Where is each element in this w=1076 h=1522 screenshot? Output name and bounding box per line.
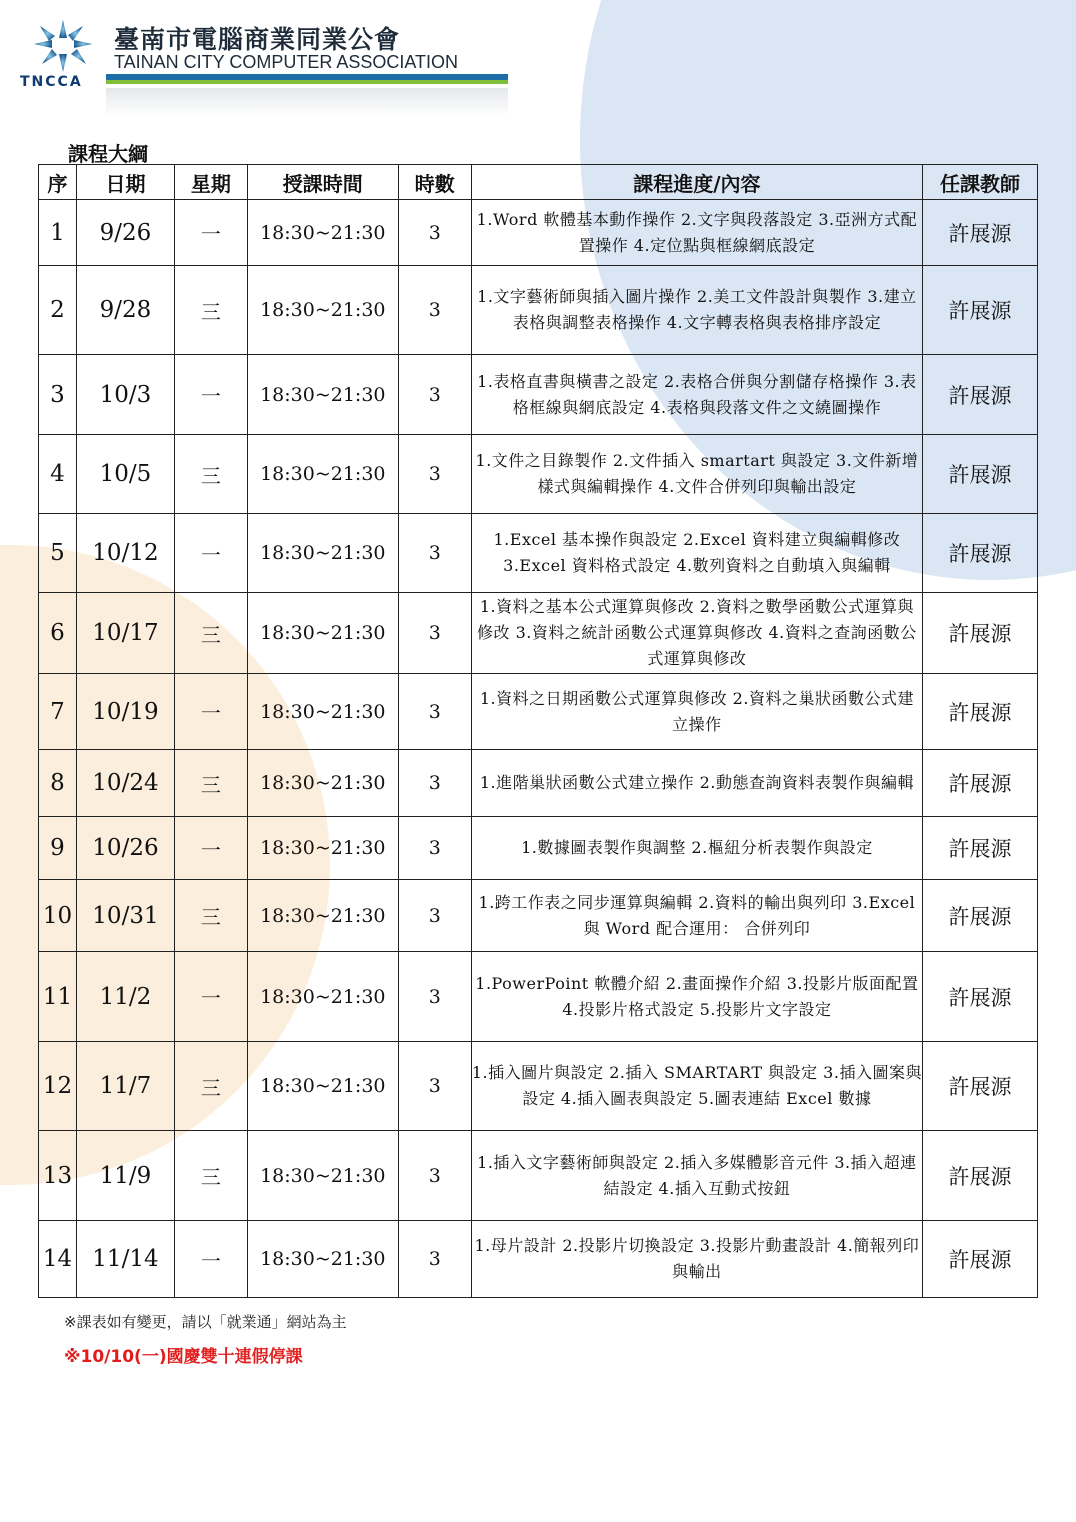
table-row	[39, 200, 1038, 266]
section-title: 課程大綱	[68, 142, 148, 166]
cell-time: 18:30~21:30	[247, 674, 398, 750]
cell-teacher: 許展源	[923, 435, 1038, 514]
cell-content: 1.跨工作表之同步運算與編輯 2.資料的輸出與列印 3.Excel 與 Word 配合運用： 合併列印	[471, 880, 922, 952]
cell-no: 10	[39, 880, 77, 952]
cell-content: 1.進階巢狀函數公式建立操作 2.動態查詢資料表製作與編輯	[471, 750, 922, 817]
cell-time: 18:30~21:30	[247, 750, 398, 817]
table-row	[39, 435, 1038, 514]
cell-teacher: 許展源	[923, 1042, 1038, 1131]
table-row	[39, 514, 1038, 593]
cell-no: 5	[39, 514, 77, 593]
cell-teacher: 許展源	[923, 750, 1038, 817]
cell-time: 18:30~21:30	[247, 200, 398, 266]
header-date: 日期	[76, 165, 174, 200]
table-row	[39, 355, 1038, 435]
cell-weekday: 三	[174, 593, 247, 674]
cell-time: 18:30~21:30	[247, 266, 398, 355]
cell-date: 10/12	[76, 514, 174, 593]
cell-weekday: 三	[174, 880, 247, 952]
header-no: 序	[39, 165, 77, 200]
cell-teacher: 許展源	[923, 952, 1038, 1042]
table-header-row	[39, 165, 1038, 200]
cell-weekday: 一	[174, 674, 247, 750]
table-row	[39, 266, 1038, 355]
cell-hours: 3	[398, 200, 471, 266]
cell-date: 10/17	[76, 593, 174, 674]
cell-weekday: 一	[174, 355, 247, 435]
cell-hours: 3	[398, 355, 471, 435]
cell-time: 18:30~21:30	[247, 435, 398, 514]
cell-hours: 3	[398, 817, 471, 880]
org-name-chinese: 臺南市電腦商業同業公會	[114, 25, 401, 54]
cell-teacher: 許展源	[923, 817, 1038, 880]
cell-content: 1.插入圖片與設定 2.插入 SMARTART 與設定 3.插入圖案與設定 4.插入圖表與設定 5.圖表連結 Excel 數據	[471, 1042, 922, 1131]
cell-hours: 3	[398, 674, 471, 750]
cell-time: 18:30~21:30	[247, 355, 398, 435]
cell-no: 2	[39, 266, 77, 355]
cell-hours: 3	[398, 880, 471, 952]
cell-content: 1.資料之日期函數公式運算與修改 2.資料之巢狀函數公式建立操作	[471, 674, 922, 750]
header-weekday: 星期	[174, 165, 247, 200]
cell-content: 1.Excel 基本操作與設定 2.Excel 資料建立與編輯修改 3.Excel 資料格式設定 4.數列資料之自動填入與編輯	[471, 514, 922, 593]
header-hours: 時數	[398, 165, 471, 200]
course-schedule-table	[38, 164, 1038, 1298]
cell-weekday: 一	[174, 1221, 247, 1298]
cell-no: 13	[39, 1131, 77, 1221]
cell-time: 18:30~21:30	[247, 1131, 398, 1221]
cell-hours: 3	[398, 1042, 471, 1131]
cell-content: 1.Word 軟體基本動作操作 2.文字與段落設定 3.亞洲方式配置操作 4.定位點與框線網底設定	[471, 200, 922, 266]
cell-weekday: 三	[174, 1131, 247, 1221]
cell-weekday: 三	[174, 750, 247, 817]
cell-teacher: 許展源	[923, 200, 1038, 266]
table-row	[39, 952, 1038, 1042]
cell-hours: 3	[398, 1131, 471, 1221]
cell-time: 18:30~21:30	[247, 1221, 398, 1298]
cell-no: 11	[39, 952, 77, 1042]
table-row	[39, 593, 1038, 674]
header-shadow	[106, 88, 508, 116]
cell-time: 18:30~21:30	[247, 593, 398, 674]
cell-teacher: 許展源	[923, 880, 1038, 952]
cell-teacher: 許展源	[923, 1221, 1038, 1298]
cell-hours: 3	[398, 514, 471, 593]
cell-no: 7	[39, 674, 77, 750]
cell-teacher: 許展源	[923, 1131, 1038, 1221]
table-row	[39, 1042, 1038, 1131]
org-header	[18, 16, 510, 116]
cell-hours: 3	[398, 952, 471, 1042]
cell-content: 1.文字藝術師與插入圖片操作 2.美工文件設計與製作 3.建立表格與調整表格操作 4.文字轉表格與表格排序設定	[471, 266, 922, 355]
cell-date: 10/24	[76, 750, 174, 817]
cell-weekday: 一	[174, 514, 247, 593]
cell-time: 18:30~21:30	[247, 817, 398, 880]
cell-time: 18:30~21:30	[247, 1042, 398, 1131]
table-row	[39, 880, 1038, 952]
cell-teacher: 許展源	[923, 674, 1038, 750]
cell-weekday: 一	[174, 952, 247, 1042]
cell-hours: 3	[398, 1221, 471, 1298]
schedule-change-notice: ※課表如有變更，請以「就業通」網站為主	[64, 1313, 347, 1331]
tncca-logo-icon	[28, 16, 98, 78]
cell-weekday: 一	[174, 817, 247, 880]
cell-teacher: 許展源	[923, 593, 1038, 674]
cell-teacher: 許展源	[923, 514, 1038, 593]
cell-hours: 3	[398, 593, 471, 674]
cell-time: 18:30~21:30	[247, 880, 398, 952]
cell-content: 1.資料之基本公式運算與修改 2.資料之數學函數公式運算與修改 3.資料之統計函數公式運算與修改 4.資料之查詢函數公式運算與修改	[471, 593, 922, 674]
cell-date: 11/7	[76, 1042, 174, 1131]
cell-hours: 3	[398, 750, 471, 817]
cell-no: 9	[39, 817, 77, 880]
cell-weekday: 三	[174, 266, 247, 355]
cell-date: 10/5	[76, 435, 174, 514]
cell-no: 8	[39, 750, 77, 817]
cell-weekday: 三	[174, 435, 247, 514]
holiday-notice: ※10/10(一)國慶雙十連假停課	[64, 1347, 303, 1367]
cell-no: 4	[39, 435, 77, 514]
cell-content: 1.表格直書與橫書之設定 2.表格合併與分割儲存格操作 3.表格框線與網底設定 4.表格與段落文件之文繞圖操作	[471, 355, 922, 435]
org-name-english: TAINAN CITY COMPUTER ASSOCIATION	[114, 52, 459, 72]
table-row	[39, 674, 1038, 750]
cell-teacher: 許展源	[923, 355, 1038, 435]
cell-date: 10/19	[76, 674, 174, 750]
cell-no: 1	[39, 200, 77, 266]
cell-date: 10/26	[76, 817, 174, 880]
cell-date: 11/14	[76, 1221, 174, 1298]
cell-content: 1.母片設計 2.投影片切換設定 3.投影片動畫設計 4.簡報列印與輸出	[471, 1221, 922, 1298]
header-green-rule	[106, 80, 508, 84]
table-row	[39, 1131, 1038, 1221]
cell-no: 12	[39, 1042, 77, 1131]
cell-content: 1.數據圖表製作與調整 2.樞紐分析表製作與設定	[471, 817, 922, 880]
cell-time: 18:30~21:30	[247, 952, 398, 1042]
cell-no: 14	[39, 1221, 77, 1298]
cell-teacher: 許展源	[923, 266, 1038, 355]
cell-content: 1.PowerPoint 軟體介紹 2.畫面操作介紹 3.投影片版面配置 4.投影片格式設定 5.投影片文字設定	[471, 952, 922, 1042]
cell-date: 11/9	[76, 1131, 174, 1221]
cell-date: 10/31	[76, 880, 174, 952]
cell-time: 18:30~21:30	[247, 514, 398, 593]
cell-date: 9/28	[76, 266, 174, 355]
cell-no: 3	[39, 355, 77, 435]
cell-date: 11/2	[76, 952, 174, 1042]
cell-date: 9/26	[76, 200, 174, 266]
cell-no: 6	[39, 593, 77, 674]
cell-weekday: 三	[174, 1042, 247, 1131]
cell-hours: 3	[398, 266, 471, 355]
table-row	[39, 1221, 1038, 1298]
cell-weekday: 一	[174, 200, 247, 266]
table-row	[39, 750, 1038, 817]
logo-text: TNCCA	[20, 74, 83, 90]
cell-content: 1.文件之目錄製作 2.文件插入 smartart 與設定 3.文件新增樣式與編輯操作 4.文件合併列印與輸出設定	[471, 435, 922, 514]
header-teacher: 任課教師	[923, 165, 1038, 200]
table-row	[39, 817, 1038, 880]
cell-date: 10/3	[76, 355, 174, 435]
cell-content: 1.插入文字藝術師與設定 2.插入多媒體影音元件 3.插入超連結設定 4.插入互動式按鈕	[471, 1131, 922, 1221]
cell-hours: 3	[398, 435, 471, 514]
header-time: 授課時間	[247, 165, 398, 200]
header-content: 課程進度/內容	[471, 165, 922, 200]
